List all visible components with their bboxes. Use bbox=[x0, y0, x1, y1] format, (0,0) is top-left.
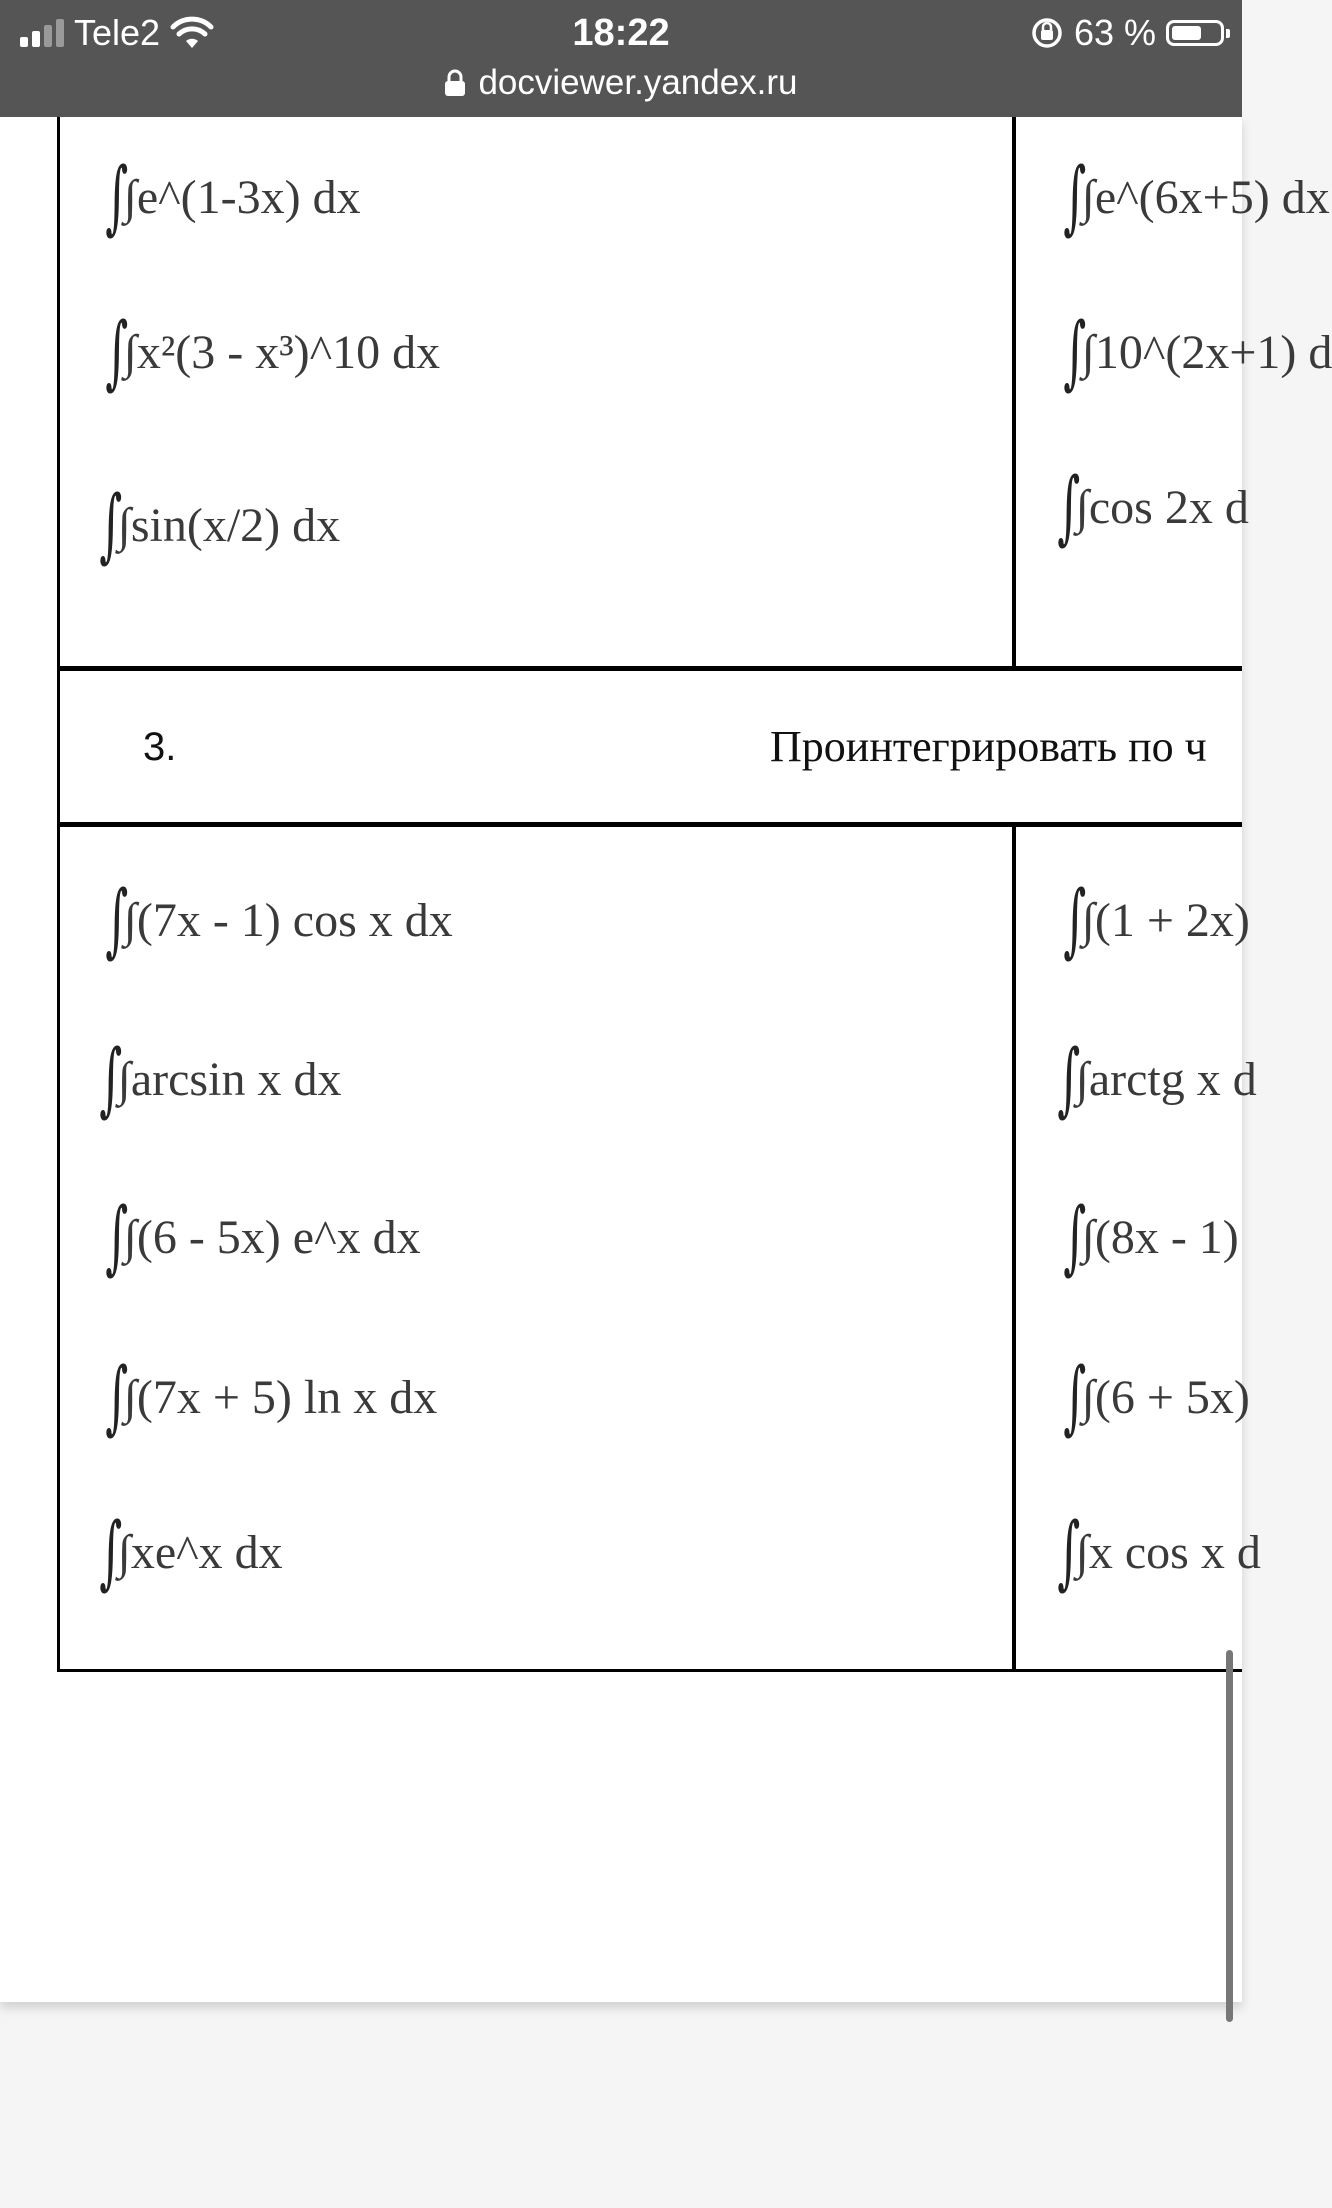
scrollbar[interactable] bbox=[1226, 1650, 1233, 2022]
orientation-lock-icon bbox=[1030, 16, 1064, 50]
battery-icon bbox=[1166, 20, 1224, 46]
integral-parts-1: ∫ ∫(7x - 1) cos x dx bbox=[105, 873, 453, 966]
integral-parts-right-2: ∫ ∫arctg x d bbox=[1057, 1032, 1257, 1125]
integral-parts-right-4: ∫ ∫(6 + 5x) bbox=[1063, 1350, 1250, 1443]
url-bar[interactable] bbox=[0, 58, 1242, 108]
table-border-bottom bbox=[57, 1669, 1242, 1672]
section-title: Проинтегрировать по ч bbox=[770, 722, 1207, 771]
integral-parts-2: ∫ ∫arcsin x dx bbox=[99, 1032, 342, 1125]
integral-expr: ∫arcsin x dx bbox=[117, 1052, 342, 1106]
integral-expr: ∫10^(2x+1) d bbox=[1081, 325, 1332, 379]
section-number: 3. bbox=[143, 725, 177, 769]
table-border-middle-bottom bbox=[1012, 825, 1016, 1671]
integral-parts-right-5: ∫ ∫x cos x d bbox=[1057, 1505, 1261, 1598]
integral-parts-3: ∫ ∫(6 - 5x) e^x dx bbox=[105, 1190, 421, 1283]
status-right bbox=[1030, 8, 1224, 58]
integral-exp-right: ∫ ∫e^(6x+5) dx bbox=[1063, 150, 1330, 243]
table-border-left bbox=[57, 117, 60, 1671]
table-border-row2-bottom bbox=[57, 666, 1242, 671]
integral-expr: ∫x cos x d bbox=[1075, 1525, 1261, 1579]
status-bar bbox=[0, 0, 1242, 117]
document-page[interactable] bbox=[0, 117, 1332, 2002]
integral-cos-right: ∫ ∫cos 2x d bbox=[1057, 460, 1249, 553]
battery-percent: 63 % bbox=[1073, 12, 1156, 53]
integral-exp: ∫ ∫e^(1-3x) dx bbox=[105, 150, 361, 243]
integral-power-right: ∫ ∫10^(2x+1) d bbox=[1063, 305, 1332, 398]
integral-expr: ∫sin(x/2) dx bbox=[117, 498, 341, 552]
integral-poly: ∫ ∫x²(3 - x³)^10 dx bbox=[105, 305, 441, 398]
carrier-label: Tele2 bbox=[74, 12, 161, 53]
integral-parts-right-1: ∫ ∫(1 + 2x) bbox=[1063, 873, 1250, 966]
integral-expr: ∫(7x - 1) cos x dx bbox=[123, 893, 453, 947]
integral-expr: ∫(7x + 5) ln x dx bbox=[123, 1370, 438, 1424]
integral-expr: ∫(1 + 2x) bbox=[1081, 893, 1250, 947]
clock: 18:22 bbox=[572, 12, 670, 54]
integral-expr: ∫xe^x dx bbox=[117, 1525, 283, 1579]
integral-sin: ∫ ∫sin(x/2) dx bbox=[99, 478, 341, 571]
table-border-middle-top bbox=[1012, 117, 1016, 668]
integral-parts-4: ∫ ∫(7x + 5) ln x dx bbox=[105, 1350, 438, 1443]
integral-parts-5: ∫ ∫xe^x dx bbox=[99, 1505, 283, 1598]
table-border-row3-bottom bbox=[57, 822, 1242, 827]
integral-expr: ∫e^(6x+5) dx bbox=[1081, 170, 1330, 224]
lock-icon bbox=[444, 69, 466, 97]
integral-expr: ∫e^(1-3x) dx bbox=[123, 170, 361, 224]
integral-expr: ∫arctg x d bbox=[1075, 1052, 1257, 1106]
integral-expr: ∫x²(3 - x³)^10 dx bbox=[123, 325, 441, 379]
integral-expr: ∫cos 2x d bbox=[1075, 480, 1249, 534]
integral-expr: ∫(6 + 5x) bbox=[1081, 1370, 1250, 1424]
integral-expr: ∫(8x - 1) bbox=[1081, 1210, 1239, 1264]
integral-expr: ∫(6 - 5x) e^x dx bbox=[123, 1210, 421, 1264]
integral-parts-right-3: ∫ ∫(8x - 1) bbox=[1063, 1190, 1239, 1283]
url-text[interactable]: docviewer.yandex.ru bbox=[478, 63, 798, 102]
